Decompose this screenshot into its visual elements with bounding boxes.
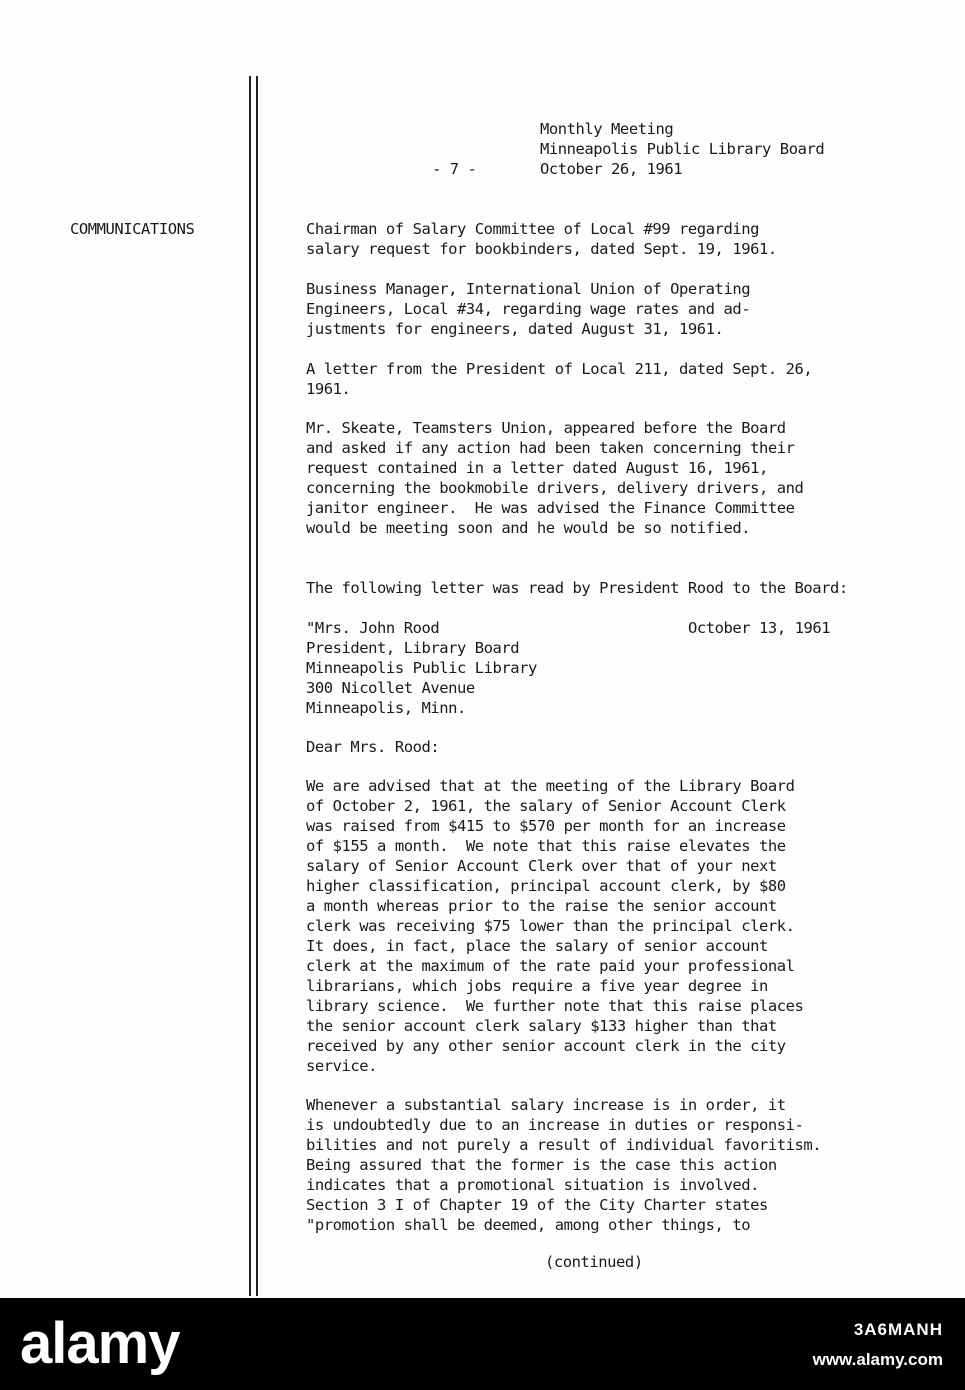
text-line: The following letter was read by President Rood to the Board:	[306, 579, 848, 597]
watermark-banner	[0, 1298, 965, 1390]
letter-date: October 13, 1961	[688, 619, 831, 637]
text-line: Mr. Skeate, Teamsters Union, appeared before the Board	[306, 419, 786, 437]
text-line: salary of Senior Account Clerk over that of your next	[306, 857, 777, 875]
letter-address-line: President, Library Board	[306, 639, 520, 657]
text-line: a month whereas prior to the raise the senior account	[306, 897, 777, 915]
letter-address-line: Minneapolis, Minn.	[306, 699, 466, 717]
text-line: concerning the bookmobile drivers, delivery drivers, and	[306, 479, 804, 497]
text-line: service.	[306, 1057, 378, 1075]
text-line: is undoubtedly due to an increase in duties or responsi-	[306, 1116, 804, 1134]
text-line: clerk at the maximum of the rate paid your professional	[306, 957, 795, 975]
text-line: justments for engineers, dated August 31, 1961.	[306, 320, 724, 338]
text-line: It does, in fact, place the salary of senior account	[306, 937, 768, 955]
text-line: librarians, which jobs require a five year degree in	[306, 977, 768, 995]
text-line: Business Manager, International Union of Operating	[306, 280, 751, 298]
text-line: request contained in a letter dated August 16, 1961,	[306, 459, 768, 477]
margin-rule-right	[256, 76, 258, 1296]
text-line: We are advised that at the meeting of the Library Board	[306, 777, 795, 795]
margin-heading: COMMUNICATIONS	[70, 220, 195, 238]
text-line: library science. We further note that this raise places	[306, 997, 804, 1015]
letter-address-line: Minneapolis Public Library	[306, 659, 537, 677]
header-meeting: Monthly Meeting	[540, 120, 674, 138]
text-line: Chairman of Salary Committee of Local #99 regarding	[306, 220, 759, 238]
text-line: indicates that a promotional situation is involved.	[306, 1176, 759, 1194]
text-line: Whenever a substantial salary increase is in order, it	[306, 1096, 786, 1114]
text-line: of $155 a month. We note that this raise elevates the	[306, 837, 786, 855]
text-line: bilities and not purely a result of individual favoritism.	[306, 1136, 822, 1154]
text-line: received by any other senior account clerk in the city	[306, 1037, 786, 1055]
text-line: would be meeting soon and he would be so notified.	[306, 519, 751, 537]
text-line: clerk was receiving $75 lower than the principal clerk.	[306, 917, 795, 935]
text-line: janitor engineer. He was advised the Finance Committee	[306, 499, 795, 517]
text-line: the senior account clerk salary $133 higher than that	[306, 1017, 777, 1035]
website-link[interactable]: www.alamy.com	[812, 1350, 943, 1369]
text-line: Section 3 I of Chapter 19 of the City Charter states	[306, 1196, 768, 1214]
page-number: - 7 -	[432, 160, 477, 178]
letter-recipient: "Mrs. John Rood	[306, 619, 440, 637]
image-id: 3A6MANH	[853, 1320, 943, 1339]
text-line: 1961.	[306, 380, 351, 398]
text-line: salary request for bookbinders, dated Sept. 19, 1961.	[306, 240, 777, 258]
letter-address-line: 300 Nicollet Avenue	[306, 679, 475, 697]
letter-salutation: Dear Mrs. Rood:	[306, 738, 440, 756]
header-date: October 26, 1961	[540, 160, 683, 178]
text-line: A letter from the President of Local 211, dated Sept. 26,	[306, 360, 813, 378]
continued-note: (continued)	[545, 1253, 643, 1271]
text-line: was raised from $415 to $570 per month for an increase	[306, 817, 786, 835]
margin-rule-left	[249, 76, 251, 1296]
text-line: and asked if any action had been taken concerning their	[306, 439, 795, 457]
alamy-logo[interactable]: alamy	[20, 1311, 180, 1376]
text-line: higher classification, principal account clerk, by $80	[306, 877, 786, 895]
text-line: Engineers, Local #34, regarding wage rates and ad-	[306, 300, 751, 318]
text-line: of October 2, 1961, the salary of Senior Account Clerk	[306, 797, 786, 815]
text-line: "promotion shall be deemed, among other things, to	[306, 1216, 751, 1234]
header-board: Minneapolis Public Library Board	[540, 140, 825, 158]
text-line: Being assured that the former is the case this action	[306, 1156, 777, 1174]
